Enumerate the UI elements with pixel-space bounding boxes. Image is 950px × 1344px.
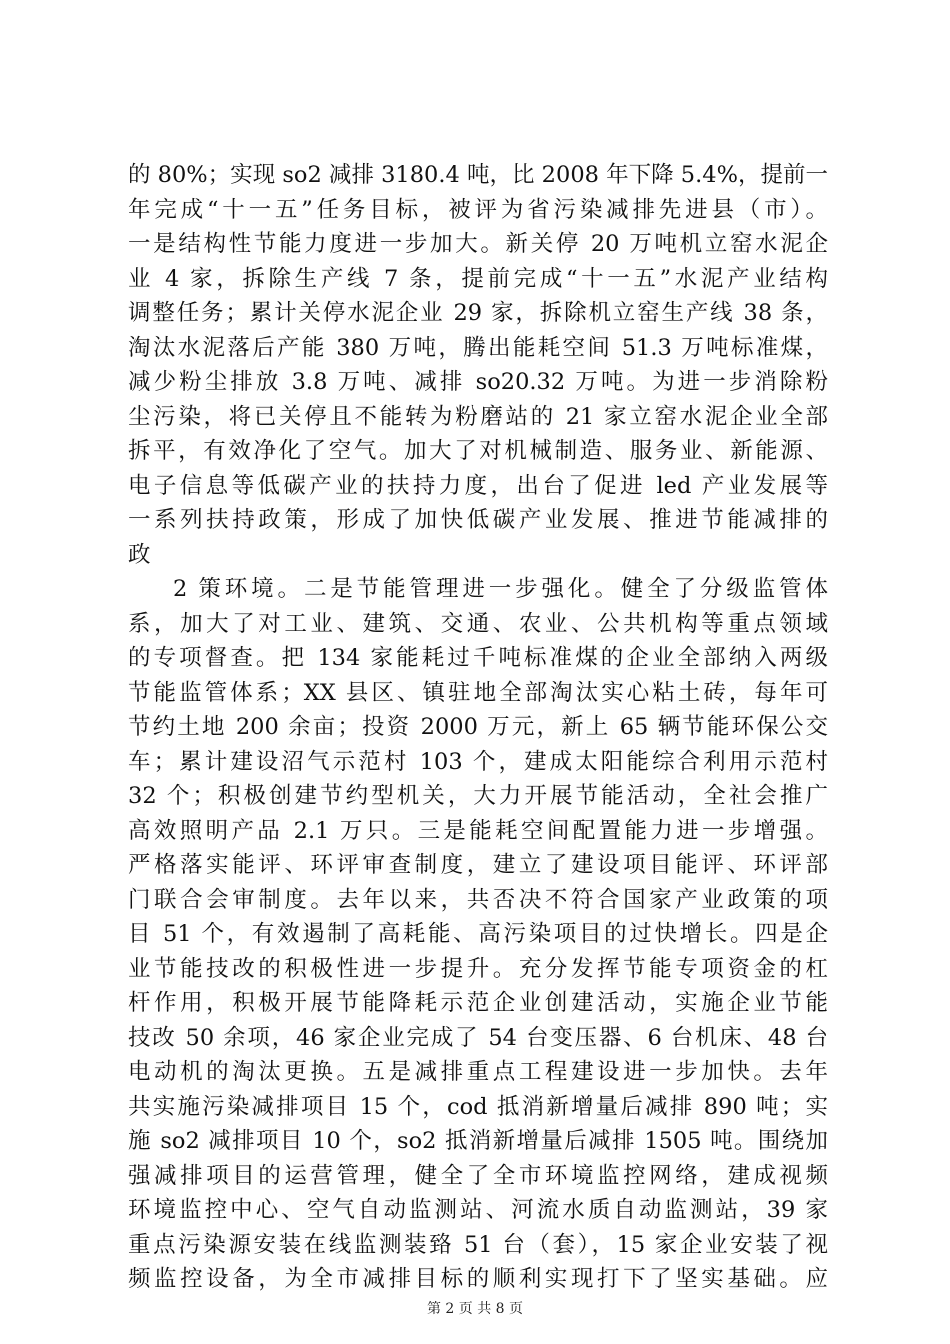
- text-line: 32 个；积极创建节约型机关，大力开展节能活动，全社会推广: [128, 783, 828, 809]
- text-line: 严格落实能评、环评审查制度，建立了建设项目能评、环评部: [128, 852, 828, 878]
- page-footer: [0, 1298, 950, 1318]
- text-line: 减少粉尘排放 3.8 万吨、减排 so20.32 万吨。为进一步消除粉: [128, 369, 828, 395]
- text-line: 强减排项目的运营管理，健全了全市环境监控网络，建成视频: [128, 1162, 828, 1189]
- text-line: 节约土地 200 余亩；投资 2000 万元，新上 65 辆节能环保公交: [128, 714, 828, 740]
- paragraph: [128, 158, 828, 572]
- text-line: 电子信息等低碳产业的扶持力度，出台了促进 led 产业发展等: [128, 472, 828, 499]
- text-line: 系，加大了对工业、建筑、交通、农业、公共机构等重点领域: [128, 610, 828, 637]
- text-line: 频监控设备，为全市减排目标的顺利实现打下了坚实基础。应: [128, 1266, 828, 1292]
- text-line: 的 80%；实现 so2 减排 3180.4 吨，比 2008 年下降 5.4%，提前一: [128, 162, 828, 188]
- text-line: 的专项督查。把 134 家能耗过千吨标准煤的企业全部纳入两级: [128, 645, 828, 671]
- text-line: 门联合会审制度。去年以来，共否决不符合国家产业政策的项: [128, 886, 828, 913]
- text-line: 电动机的淘汰更换。五是减排重点工程建设进一步加快。去年: [128, 1059, 828, 1085]
- document-body: [128, 158, 828, 1297]
- page-number: 第 2 页 共 8 页: [426, 1301, 524, 1317]
- text-line: 调整任务；累计关停水泥企业 29 家，拆除机立窑生产线 38 条，: [128, 300, 828, 326]
- text-line: 目 51 个，有效遏制了高耗能、高污染项目的过快增长。四是企: [128, 921, 828, 947]
- paragraph: [128, 572, 828, 1297]
- text-line: 政: [128, 541, 151, 568]
- text-line: 车；累计建设沼气示范村 103 个，建成太阳能综合利用示范村: [128, 748, 828, 775]
- text-line: 业 4 家，拆除生产线 7 条，提前完成“十一五”水泥产业结构: [128, 265, 828, 292]
- text-line: 重点污染源安装在线监测装臵 51 台（套），15 家企业安装了视: [128, 1231, 828, 1258]
- text-line: 环境监控中心、空气自动监测站、河流水质自动监测站，39 家: [128, 1197, 828, 1223]
- text-line: 技改 50 余项，46 家企业完成了 54 台变压器、6 台机床、48 台: [128, 1024, 828, 1051]
- text-line: 尘污染，将已关停且不能转为粉磨站的 21 家立窑水泥企业全部: [128, 403, 828, 430]
- text-line: 施 so2 减排项目 10 个，so2 抵消新增量后减排 1505 吨。围绕加: [128, 1128, 828, 1154]
- text-line: 业节能技改的积极性进一步提升。充分发挥节能专项资金的杠: [128, 955, 828, 982]
- text-line: 一系列扶持政策，形成了加快低碳产业发展、推进节能减排的: [128, 507, 828, 533]
- text-line: 一是结构性节能力度进一步加大。新关停 20 万吨机立窑水泥企: [128, 231, 828, 257]
- text-line: 共实施污染减排项目 15 个，cod 抵消新增量后减排 890 吨；实: [128, 1093, 828, 1120]
- text-line: 2 策环境。二是节能管理进一步强化。健全了分级监管体: [173, 576, 828, 602]
- text-line: 淘汰水泥落后产能 380 万吨，腾出能耗空间 51.3 万吨标准煤，: [128, 334, 828, 361]
- text-line: 节能监管体系；XX 县区、镇驻地全部淘汰实心粘土砖，每年可: [128, 679, 828, 706]
- text-line: 拆平，有效净化了空气。加大了对机械制造、服务业、新能源、: [128, 438, 828, 464]
- text-line: 年完成“十一五”任务目标，被评为省污染减排先进县（市）。: [128, 196, 828, 223]
- text-line: 杆作用，积极开展节能降耗示范企业创建活动，实施企业节能: [128, 990, 828, 1016]
- text-line: 高效照明产品 2.1 万只。三是能耗空间配置能力进一步增强。: [128, 817, 828, 844]
